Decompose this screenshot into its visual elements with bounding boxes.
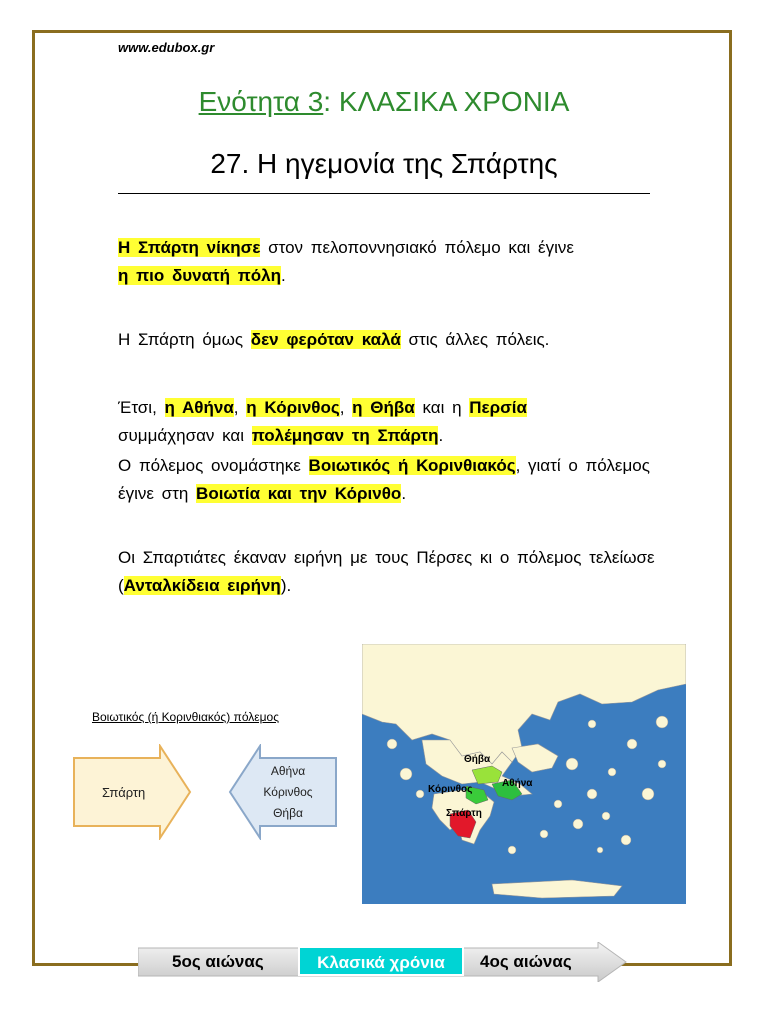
text: ). <box>280 576 292 595</box>
unit-name: ΚΛΑΣΙΚΑ ΧΡΟΝΙΑ <box>331 86 570 117</box>
text: , γιατί ο πόλεμος έγινε στη <box>118 456 650 503</box>
greece-map <box>362 644 686 904</box>
highlight: πολέμησαν τη Σπάρτη <box>251 426 439 445</box>
highlight: Η Σπάρτη νίκησε <box>118 238 261 257</box>
sparta-label: Σπάρτη <box>102 785 146 800</box>
text: Ο πόλεμος ονομάστηκε <box>118 456 309 475</box>
highlight: η Κόρινθος <box>246 398 340 417</box>
highlight: Ανταλκίδεια ειρήνη <box>123 576 281 595</box>
paragraph-1 <box>118 234 678 290</box>
text: συμμάχησαν και <box>118 426 252 445</box>
diagram-title: Βοιωτικός (ή Κορινθιακός) πόλεμος <box>92 710 279 724</box>
text: Οι Σπαρτιάτες έκαναν ειρήνη με τους Πέρσες κι ο πόλεμος τελείωσε ( <box>118 548 655 595</box>
text: , <box>339 398 353 417</box>
text: . <box>438 426 444 445</box>
text: . <box>281 266 286 285</box>
title-divider <box>118 193 650 194</box>
paragraph-5 <box>118 544 678 600</box>
paragraph-3 <box>118 394 678 450</box>
paragraph-4 <box>118 452 678 508</box>
map-label-athens: Αθήνα <box>502 778 533 789</box>
map-label-corinth: Κόρινθος <box>428 784 473 795</box>
unit-title <box>0 86 768 118</box>
lesson-title: 27. Η ηγεμονία της Σπάρτης <box>210 148 558 179</box>
text: , <box>233 398 247 417</box>
highlight: Περσία <box>469 398 527 417</box>
highlight: η πιο δυνατή πόλη <box>118 266 281 285</box>
map-label-sparta: Σπάρτη <box>446 808 482 819</box>
unit-colon: : <box>323 86 332 117</box>
war-diagram <box>72 744 342 845</box>
map-graphic <box>362 644 686 904</box>
text: στον πελοποννησιακό πόλεμο και έγινε <box>260 238 574 257</box>
paragraph-2 <box>118 326 678 354</box>
site-url[interactable]: www.edubox.gr <box>118 40 215 55</box>
timeline-left: 5ος αιώνας <box>172 952 264 971</box>
timeline-current-era: Κλασικά χρόνια <box>298 946 464 976</box>
allies-label-1: Αθήνα <box>270 764 306 778</box>
timeline-right: 4ος αιώνας <box>480 952 572 971</box>
highlight: η Αθήνα <box>164 398 234 417</box>
unit-number: Ενότητα 3 <box>198 86 324 117</box>
text: Έτσι, <box>118 398 165 417</box>
text: . <box>401 484 407 503</box>
text: Η Σπάρτη όμως <box>118 330 251 349</box>
allies-label-3: Θήβα <box>273 806 303 820</box>
highlight: Βοιωτία και την Κόρινθο <box>196 484 402 503</box>
allies-label-2: Κόρινθος <box>263 785 313 799</box>
highlight: δεν φερόταν καλά <box>250 330 401 349</box>
highlight: η Θήβα <box>352 398 415 417</box>
text: στις άλλες πόλεις. <box>400 330 550 349</box>
highlight: Βοιωτικός ή Κορινθιακός <box>308 456 516 475</box>
text: και η <box>414 398 470 417</box>
map-label-thebes: Θήβα <box>464 754 491 765</box>
